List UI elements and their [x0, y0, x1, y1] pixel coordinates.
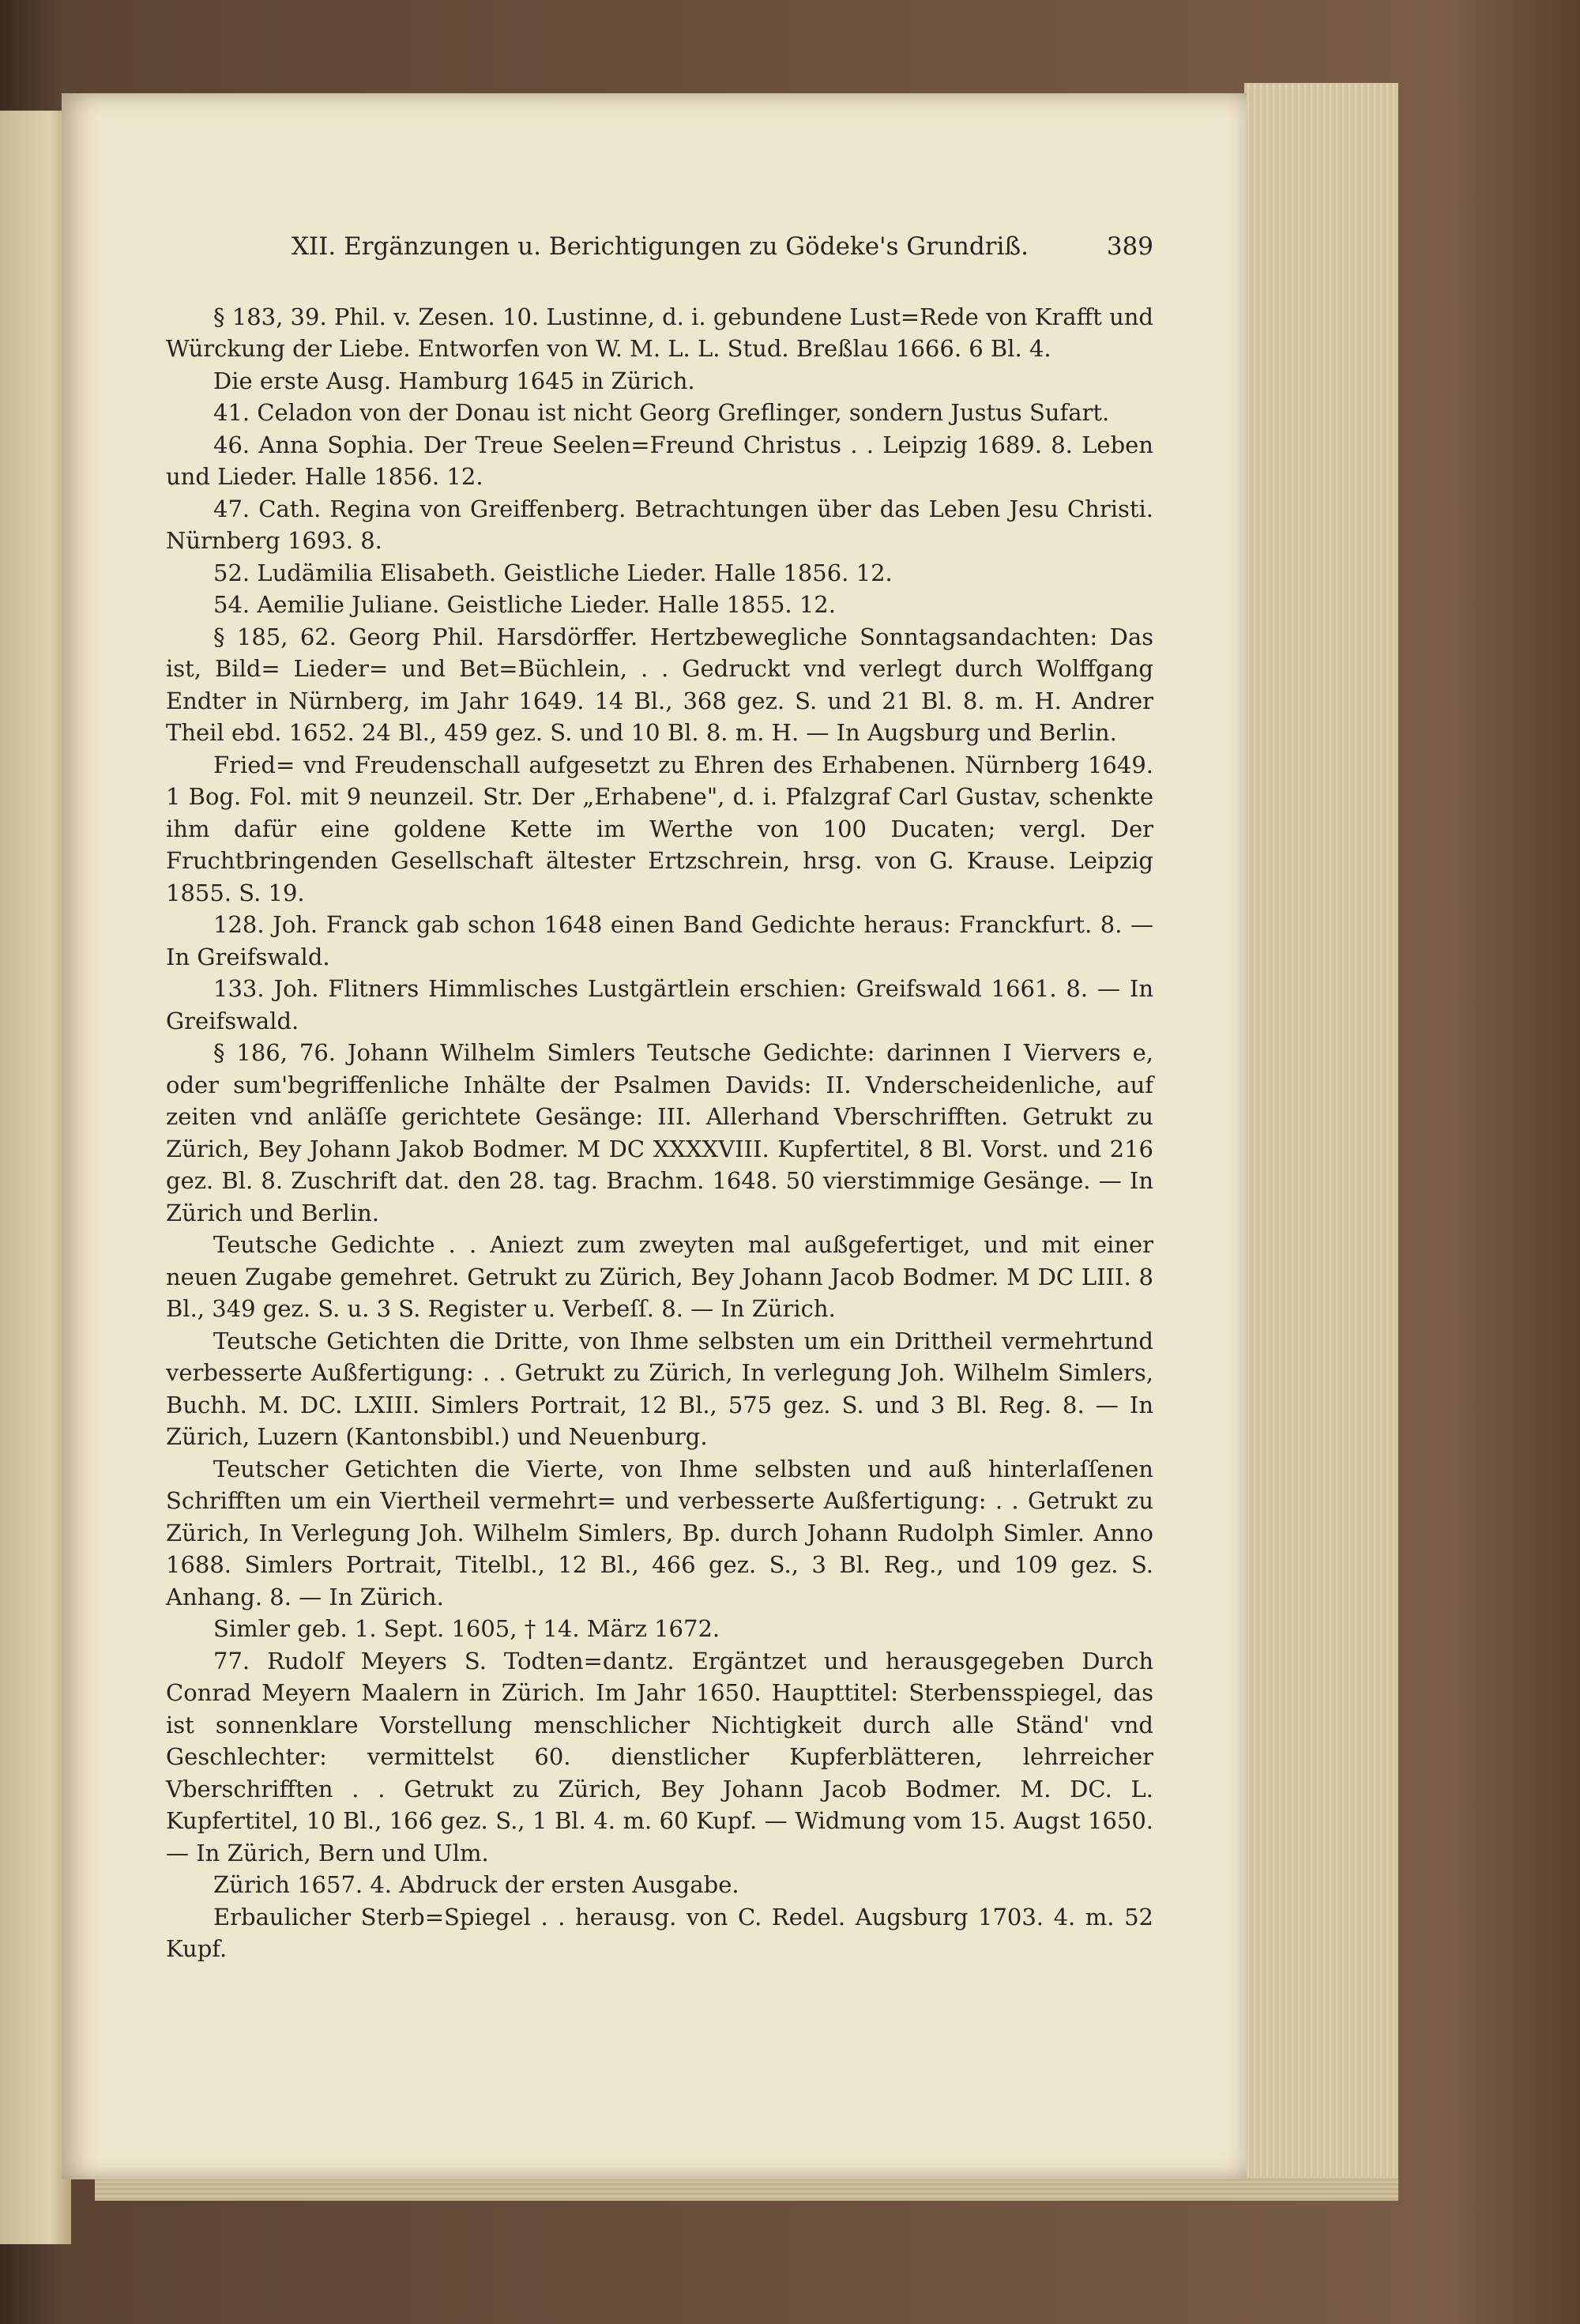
- paragraph: 46. Anna Sophia. Der Treue Seelen=Freund Christus . . Leipzig 1689. 8. Leben und Lieder. Halle 1856. 12.: [166, 431, 1153, 490]
- paragraph: 54. Aemilie Juliane. Geistliche Lieder. Halle 1855. 12.: [213, 591, 836, 618]
- paragraph: 52. Ludämilia Elisabeth. Geistliche Lieder. Halle 1856. 12.: [213, 559, 893, 586]
- paragraph: 77. Rudolf Meyers S. Todten=dantz. Ergäntzet und herausgegeben Durch Conrad Meyern Maalern in Zürich. Im Jahr 1650. Haupttitel: Sterbensspiegel, das ist sonnenklare Vorstellung menschlicher Nichtigkeit durch alle Ständ' vnd Geschlechter: vermittelst 60. dienstlicher Kupferblätteren, lehrreicher Vberschrifften . . Getrukt zu Zürich, Bey Johann Jacob Bodmer. M. DC. L. Kupfertitel, 10 Bl., 166 gez. S., 1 Bl. 4. m. 60 Kupf. — Widmung vom 15. Augst 1650. — In Zürich, Bern und Ulm.: [166, 1647, 1153, 1866]
- paragraph: 47. Cath. Regina von Greiffenberg. Betrachtungen über das Leben Jesu Christi. Nürnberg 1693. 8.: [166, 495, 1153, 554]
- paragraph: Simler geb. 1. Sept. 1605, † 14. März 1672.: [213, 1615, 720, 1642]
- paragraph: 41. Celadon von der Donau ist nicht Georg Greflinger, sondern Justus Sufart.: [213, 399, 1110, 426]
- paragraph: Erbaulicher Sterb=Spiegel . . herausg. von C. Redel. Augsburg 1703. 4. m. 52 Kupf.: [166, 1903, 1153, 1962]
- paragraph: Teutscher Getichten die Vierte, von Ihme selbsten und auß hinterlaſſenen Schrifften um ein Viertheil vermehrt= und verbesserte Außfertigung: . . Getrukt zu Zürich, In Verlegung Joh. Wilhelm Simlers, Bp. durch Johann Rudolph Simler. Anno 1688. Simlers Portrait, Titelbl., 12 Bl., 466 gez. S., 3 Bl. Reg., und 109 gez. S. Anhang. 8. — In Zürich.: [166, 1455, 1153, 1610]
- running-header: [166, 231, 1153, 263]
- running-title: XII. Ergänzungen u. Berichtigungen zu Gödeke's Grundriß.: [291, 232, 1029, 261]
- paragraph: Zürich 1657. 4. Abdruck der ersten Ausgabe.: [213, 1871, 739, 1898]
- paragraph: § 186, 76. Johann Wilhelm Simlers Teutsche Gedichte: darinnen I Viervers e, oder sum'begriffenliche Inhälte der Psalmen Davids: II. Vnderscheidenliche, auf zeiten vnd anläſſe gerichtete Gesänge: III. Allerhand Vberschrifften. Getrukt zu Zürich, Bey Johann Jakob Bodmer. M DC XXXXVIII. Kupfertitel, 8 Bl. Vorst. und 216 gez. Bl. 8. Zuschrift dat. den 28. tag. Brachm. 1648. 50 vierstimmige Gesänge. — In Zürich und Berlin.: [166, 1039, 1153, 1226]
- paragraph: § 183, 39. Phil. v. Zesen. 10. Lustinne, d. i. gebundene Lust=Rede von Krafft und Würckung der Liebe. Entworfen von W. M. L. L. Stud. Breßlau 1666. 6 Bl. 4.: [166, 303, 1153, 362]
- page-stack-edge: [1244, 83, 1398, 2185]
- page-number: 389: [1106, 232, 1153, 261]
- paragraph: Fried= vnd Freudenschall aufgesetzt zu Ehren des Erhabenen. Nürnberg 1649. 1 Bog. Fol. mit 9 neunzeil. Str. Der „Erhabene", d. i. Pfalzgraf Carl Gustav, schenkte ihm dafür eine goldene Kette im Werthe von 100 Ducaten; vergl. Der Fruchtbringenden Gesellschaft ältester Ertzschrein, hrsg. von G. Krause. Leipzig 1855. S. 19.: [166, 751, 1153, 906]
- paragraph: Teutsche Getichten die Dritte, von Ihme selbsten um ein Drittheil vermehrtund verbesserte Außfertigung: . . Getrukt zu Zürich, In verlegung Joh. Wilhelm Simlers, Buchh. M. DC. LXIII. Simlers Portrait, 12 Bl., 575 gez. S. und 3 Bl. Reg. 8. — In Zürich, Luzern (Kantonsbibl.) und Neuenburg.: [166, 1327, 1153, 1450]
- page-bottom-edge: [95, 2177, 1398, 2201]
- paragraph: 128. Joh. Franck gab schon 1648 einen Band Gedichte heraus: Franckfurt. 8. — In Greifswald.: [166, 911, 1153, 970]
- paragraph: § 185, 62. Georg Phil. Harsdörffer. Hertzbewegliche Sonntagsandachten: Das ist, Bild= Lieder= und Bet=Büchlein, . . Gedruckt vnd verlegt durch Wolffgang Endter in Nürnberg, im Jahr 1649. 14 Bl., 368 gez. S. und 21 Bl. 8. m. H. Andrer Theil ebd. 1652. 24 Bl., 459 gez. S. und 10 Bl. 8. m. H. — In Augsburg und Berlin.: [166, 623, 1153, 746]
- page-content: [166, 231, 1153, 1965]
- paragraph: Teutsche Gedichte . . Aniezt zum zweyten mal außgefertiget, und mit einer neuen Zugabe gemehret. Getrukt zu Zürich, Bey Johann Jacob Bodmer. M DC LIII. 8 Bl., 349 gez. S. u. 3 S. Register u. Verbeſſ. 8. — In Zürich.: [166, 1231, 1153, 1322]
- left-page-edge: [0, 111, 71, 2244]
- paragraph: Die erste Ausg. Hamburg 1645 in Zürich.: [213, 367, 695, 394]
- paragraph: 133. Joh. Flitners Himmlisches Lustgärtlein erschien: Greifswald 1661. 8. — In Greifswald.: [166, 975, 1153, 1034]
